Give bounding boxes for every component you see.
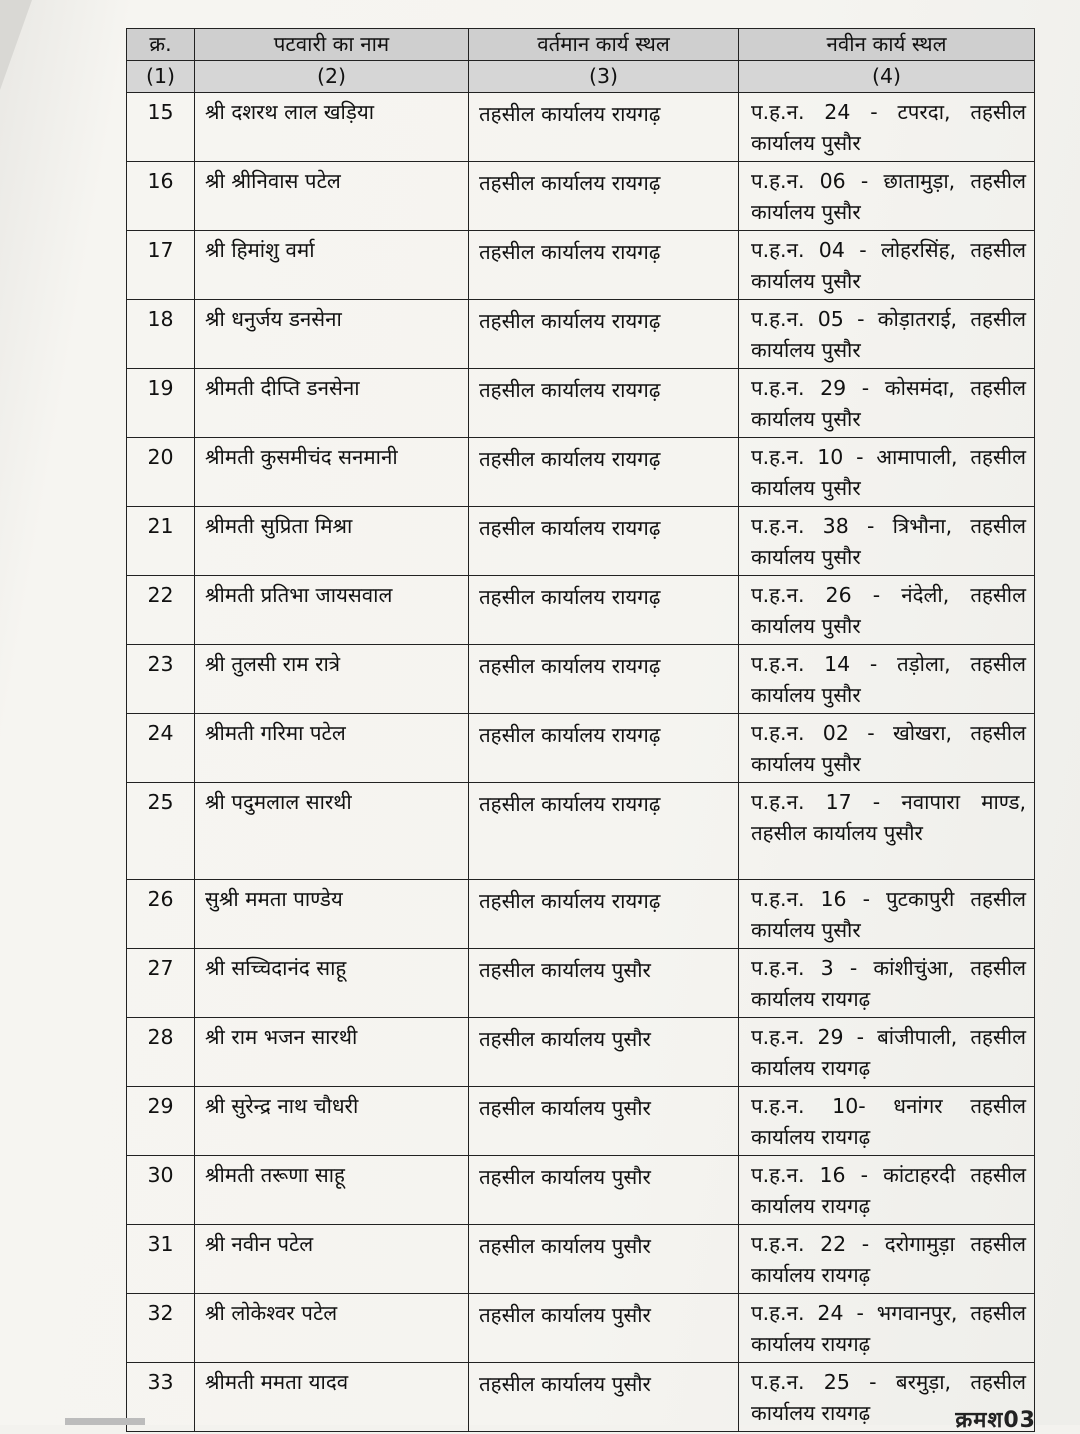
current-workplace-cell: तहसील कार्यालय पुसौर	[469, 949, 739, 1018]
patwari-name-cell: श्रीमती तरूणा साहू	[195, 1156, 469, 1225]
column-number-3: (3)	[469, 61, 739, 93]
table-row	[127, 162, 1035, 231]
patwari-name-cell: श्रीमती गरिमा पटेल	[195, 714, 469, 783]
new-workplace-cell: प.ह.न. 02 - खोखरा, तहसील कार्यालय पुसौर	[739, 714, 1035, 783]
table-row	[127, 1363, 1035, 1432]
serial-cell: 16	[127, 162, 195, 231]
header-new-workplace: नवीन कार्य स्थल	[739, 29, 1035, 61]
serial-cell: 22	[127, 576, 195, 645]
serial-cell: 28	[127, 1018, 195, 1087]
current-workplace-cell: तहसील कार्यालय रायगढ़	[469, 93, 739, 162]
serial-cell: 15	[127, 93, 195, 162]
patwari-name-cell: श्रीमती ममता यादव	[195, 1363, 469, 1432]
patwari-name-cell: श्रीमती प्रतिभा जायसवाल	[195, 576, 469, 645]
serial-cell: 30	[127, 1156, 195, 1225]
current-workplace-cell: तहसील कार्यालय रायगढ़	[469, 369, 739, 438]
table-row	[127, 93, 1035, 162]
table-row	[127, 1294, 1035, 1363]
patwari-name-cell: श्री हिमांशु वर्मा	[195, 231, 469, 300]
current-workplace-cell: तहसील कार्यालय रायगढ़	[469, 507, 739, 576]
current-workplace-cell: तहसील कार्यालय पुसौर	[469, 1156, 739, 1225]
table-row	[127, 507, 1035, 576]
current-workplace-cell: तहसील कार्यालय रायगढ़	[469, 880, 739, 949]
table-row	[127, 1087, 1035, 1156]
header-row	[127, 29, 1035, 61]
new-workplace-cell: प.ह.न. 25 - बरमुड़ा, तहसील कार्यालय रायगढ़	[739, 1363, 1035, 1432]
patwari-name-cell: श्रीमती सुप्रिता मिश्रा	[195, 507, 469, 576]
table-row	[127, 949, 1035, 1018]
column-number-row	[127, 61, 1035, 93]
new-workplace-cell: प.ह.न. 16 - पुटकापुरी तहसील कार्यालय पुसौर	[739, 880, 1035, 949]
current-workplace-cell: तहसील कार्यालय पुसौर	[469, 1087, 739, 1156]
continued-mark: क्रमश03	[955, 1408, 1036, 1433]
new-workplace-cell: प.ह.न. 10- धनांगर तहसील कार्यालय रायगढ़	[739, 1087, 1035, 1156]
new-workplace-cell: प.ह.न. 29 - बांजीपाली, तहसील कार्यालय रायगढ़	[739, 1018, 1035, 1087]
patwari-name-cell: श्री नवीन पटेल	[195, 1225, 469, 1294]
current-workplace-cell: तहसील कार्यालय रायगढ़	[469, 714, 739, 783]
patwari-name-cell: श्री लोकेश्वर पटेल	[195, 1294, 469, 1363]
current-workplace-cell: तहसील कार्यालय रायगढ़	[469, 231, 739, 300]
serial-cell: 33	[127, 1363, 195, 1432]
header-serial: क्र.	[127, 29, 195, 61]
serial-cell: 27	[127, 949, 195, 1018]
serial-cell: 26	[127, 880, 195, 949]
new-workplace-cell: प.ह.न. 10 - आमापाली, तहसील कार्यालय पुसौर	[739, 438, 1035, 507]
serial-cell: 20	[127, 438, 195, 507]
new-workplace-cell: प.ह.न. 26 - नंदेली, तहसील कार्यालय पुसौर	[739, 576, 1035, 645]
table-row	[127, 300, 1035, 369]
table-row	[127, 714, 1035, 783]
patwari-name-cell: श्री धनुर्जय डनसेना	[195, 300, 469, 369]
table-row	[127, 231, 1035, 300]
serial-cell: 18	[127, 300, 195, 369]
table-row	[127, 576, 1035, 645]
new-workplace-cell: प.ह.न. 24 - टपरदा, तहसील कार्यालय पुसौर	[739, 93, 1035, 162]
serial-cell: 32	[127, 1294, 195, 1363]
current-workplace-cell: तहसील कार्यालय पुसौर	[469, 1294, 739, 1363]
new-workplace-cell: प.ह.न. 05 - कोड़ातराई, तहसील कार्यालय पुसौर	[739, 300, 1035, 369]
current-workplace-cell: तहसील कार्यालय रायगढ़	[469, 162, 739, 231]
page-corner-fold	[0, 0, 32, 90]
new-workplace-cell: प.ह.न. 29 - कोसमंदा, तहसील कार्यालय पुसौर	[739, 369, 1035, 438]
patwari-name-cell: श्री श्रीनिवास पटेल	[195, 162, 469, 231]
patwari-name-cell: श्री दशरथ लाल खड़िया	[195, 93, 469, 162]
new-workplace-cell: प.ह.न. 24 - भगवानपुर, तहसील कार्यालय रायगढ़	[739, 1294, 1035, 1363]
new-workplace-cell: प.ह.न. 04 - लोहरसिंह, तहसील कार्यालय पुसौर	[739, 231, 1035, 300]
current-workplace-cell: तहसील कार्यालय पुसौर	[469, 1225, 739, 1294]
serial-cell: 19	[127, 369, 195, 438]
patwari-name-cell: श्री सुरेन्द्र नाथ चौधरी	[195, 1087, 469, 1156]
serial-cell: 23	[127, 645, 195, 714]
header-patwari-name: पटवारी का नाम	[195, 29, 469, 61]
new-workplace-cell: प.ह.न. 17 - नवापारा माण्ड, तहसील कार्यालय पुसौर	[739, 783, 1035, 880]
current-workplace-cell: तहसील कार्यालय रायगढ़	[469, 645, 739, 714]
serial-cell: 25	[127, 783, 195, 880]
table-row	[127, 1225, 1035, 1294]
table-row	[127, 369, 1035, 438]
table-row	[127, 880, 1035, 949]
serial-cell: 21	[127, 507, 195, 576]
serial-cell: 17	[127, 231, 195, 300]
current-workplace-cell: तहसील कार्यालय रायगढ़	[469, 438, 739, 507]
new-workplace-cell: प.ह.न. 3 - कांशीचुंआ, तहसील कार्यालय रायगढ़	[739, 949, 1035, 1018]
patwari-name-cell: श्री तुलसी राम रात्रे	[195, 645, 469, 714]
bottom-edge-strip	[65, 1418, 145, 1425]
current-workplace-cell: तहसील कार्यालय पुसौर	[469, 1363, 739, 1432]
column-number-4: (4)	[739, 61, 1035, 93]
new-workplace-cell: प.ह.न. 38 - त्रिभौना, तहसील कार्यालय पुसौर	[739, 507, 1035, 576]
table-row	[127, 783, 1035, 880]
serial-cell: 31	[127, 1225, 195, 1294]
patwari-name-cell: श्री पदुमलाल सारथी	[195, 783, 469, 880]
column-number-1: (1)	[127, 61, 195, 93]
table-row	[127, 1156, 1035, 1225]
current-workplace-cell: तहसील कार्यालय रायगढ़	[469, 300, 739, 369]
new-workplace-cell: प.ह.न. 06 - छातामुड़ा, तहसील कार्यालय पुसौर	[739, 162, 1035, 231]
serial-cell: 24	[127, 714, 195, 783]
table-row	[127, 1018, 1035, 1087]
patwari-name-cell: श्रीमती दीप्ति डनसेना	[195, 369, 469, 438]
current-workplace-cell: तहसील कार्यालय रायगढ़	[469, 576, 739, 645]
patwari-name-cell: श्रीमती कुसमीचंद सनमानी	[195, 438, 469, 507]
table-row	[127, 645, 1035, 714]
column-number-2: (2)	[195, 61, 469, 93]
patwari-name-cell: श्री सच्चिदानंद साहू	[195, 949, 469, 1018]
serial-cell: 29	[127, 1087, 195, 1156]
new-workplace-cell: प.ह.न. 22 - दरोगामुड़ा तहसील कार्यालय रायगढ़	[739, 1225, 1035, 1294]
new-workplace-cell: प.ह.न. 14 - तड़ोला, तहसील कार्यालय पुसौर	[739, 645, 1035, 714]
table-row	[127, 438, 1035, 507]
header-current-workplace: वर्तमान कार्य स्थल	[469, 29, 739, 61]
current-workplace-cell: तहसील कार्यालय पुसौर	[469, 1018, 739, 1087]
current-workplace-cell: तहसील कार्यालय रायगढ़	[469, 783, 739, 880]
transfer-table	[126, 28, 1035, 1432]
patwari-name-cell: श्री राम भजन सारथी	[195, 1018, 469, 1087]
patwari-name-cell: सुश्री ममता पाण्डेय	[195, 880, 469, 949]
new-workplace-cell: प.ह.न. 16 - कांटाहरदी तहसील कार्यालय रायगढ़	[739, 1156, 1035, 1225]
